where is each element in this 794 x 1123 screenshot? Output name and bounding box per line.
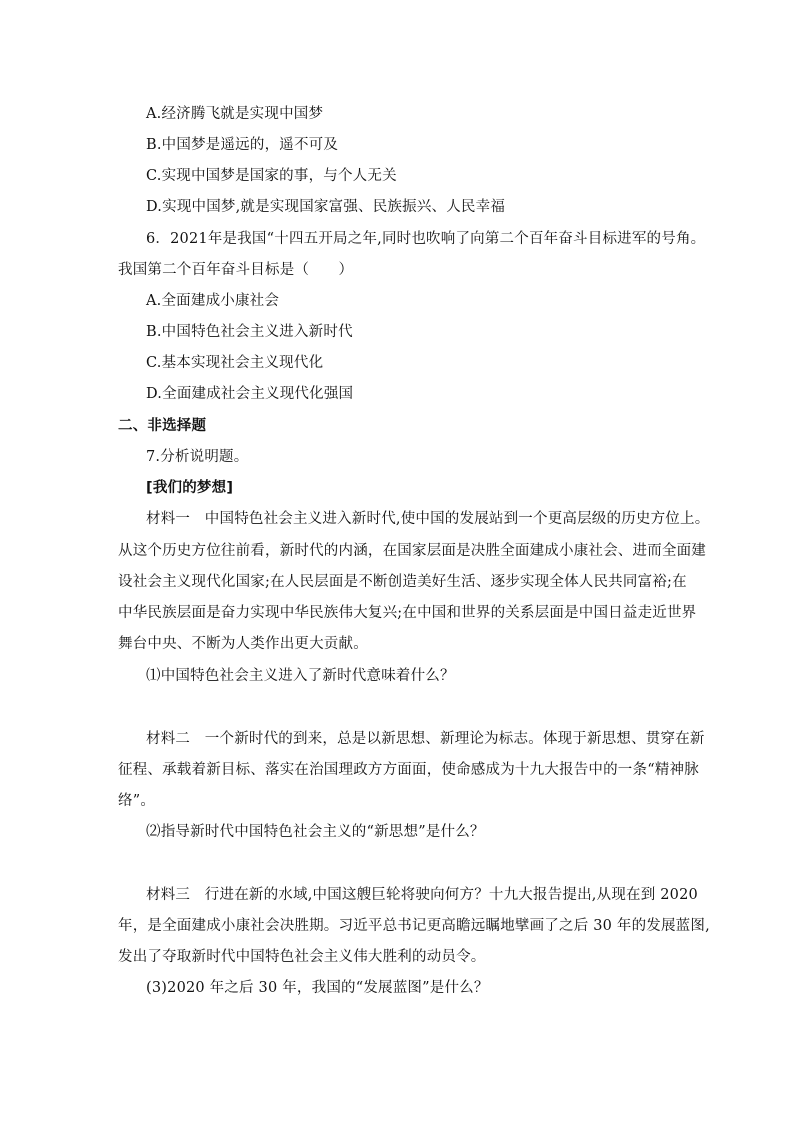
material3-line3: 发出了夺取新时代中国特色社会主义伟大胜利的动员令。 <box>118 949 486 965</box>
material1-line4: 中华民族层面是奋力实现中华民族伟大复兴;在中国和世界的关系层面是中国日益走近世界 <box>118 605 697 621</box>
q7-stem: 7.分析说明题。 <box>146 449 249 465</box>
q6-option-b: B.中国特色社会主义进入新时代 <box>146 324 353 340</box>
material1-line3: 设社会主义现代化国家;在人民层面是不断创造美好生活、逐步实现全体人民共同富裕;在 <box>118 574 687 590</box>
material3-line1: 材料三 行进在新的水域,中国这艘巨轮将驶向何方？十九大报告提出,从现在到 2020 <box>146 887 698 903</box>
q5-option-b: B.中国梦是遥远的，遥不可及 <box>146 137 339 153</box>
material1-line2: 从这个历史方位往前看，新时代的内涵，在国家层面是决胜全面建成小康社会、进而全面建 <box>118 543 706 559</box>
material1-line5: 舞台中央、不断为人类作出更大贡献。 <box>118 636 368 652</box>
material2-line3: 络”。 <box>118 793 156 809</box>
material2-line2: 征程、承载着新目标、落实在治国理政方方面面，使命感成为十九大报告中的一条“精神脉 <box>118 762 699 778</box>
section-heading: 二、非选择题 <box>118 418 207 434</box>
q6-stem-line1: 6．2021年是我国“十四五开局之年,同时也吹响了向第二个百年奋斗目标进军的号角。 <box>146 231 706 247</box>
material3-line2: 年，是全面建成小康社会决胜期。习近平总书记更高瞻远瞩地擘画了之后 30 年的发展蓝图, <box>118 918 710 934</box>
material2-line1: 材料二 一个新时代的到来，总是以新思想、新理论为标志。体现于新思想、贯穿在新 <box>146 731 705 747</box>
sub-question-1: ⑴中国特色社会主义进入了新时代意味着什么？ <box>146 668 455 684</box>
q6-option-c: C.基本实现社会主义现代化 <box>146 355 324 371</box>
q6-option-d: D.全面建成社会主义现代化强国 <box>146 386 354 402</box>
q6-option-a: A.全面建成小康社会 <box>146 293 280 309</box>
sub-question-3: (3)2020 年之后 30 年，我国的“发展蓝图”是什么？ <box>146 980 489 996</box>
q7-title: [我们的梦想] <box>146 480 234 496</box>
sub-question-2: ⑵指导新时代中国特色社会主义的“新思想”是什么？ <box>146 824 485 840</box>
q5-option-d: D.实现中国梦,就是实现国家富强、民族振兴、人民幸福 <box>146 199 506 215</box>
material1-line1: 材料一 中国特色社会主义进入新时代,使中国的发展站到一个更高层级的历史方位上。 <box>146 511 710 527</box>
q5-option-a: A.经济腾飞就是实现中国梦 <box>146 106 324 122</box>
q5-option-c: C.实现中国梦是国家的事，与个人无关 <box>146 168 397 184</box>
q6-stem-line2: 我国第二个百年奋斗目标是（ ） <box>118 262 354 278</box>
